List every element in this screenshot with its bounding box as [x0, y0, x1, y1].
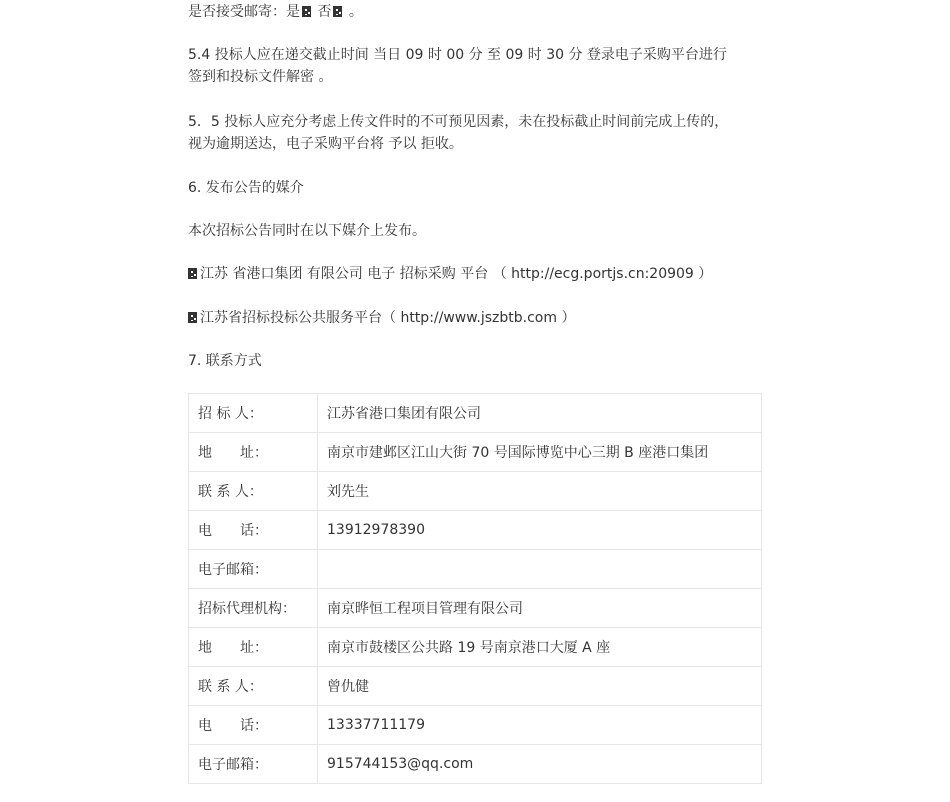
- table-row: [189, 628, 762, 667]
- section-5-4: [188, 44, 727, 88]
- section-7-heading: 7. 联系方式: [188, 353, 262, 369]
- contact-label: 地 址：: [189, 628, 318, 667]
- table-row: [189, 433, 762, 472]
- contact-value: 915744153@qq.com: [318, 745, 762, 784]
- section-5-4-line1: 5.4 投标人应在递交截止时间 当日 09 时 00 分 至 09 时 30 分 登录电子采购平台进行: [188, 47, 727, 63]
- table-row: [189, 511, 762, 550]
- mail-acceptance-line: [188, 1, 363, 23]
- media-item: [188, 307, 575, 329]
- section-5-5-line1: 5．5 投标人应充分考虑上传文件时的不可预见因素，未在投标截止时间前完成上传的，: [188, 114, 729, 130]
- media-item: [188, 263, 712, 285]
- table-row: [189, 706, 762, 745]
- contact-value: 曾仇健: [318, 667, 762, 706]
- section-5-5: [188, 111, 728, 155]
- table-row: [189, 667, 762, 706]
- contact-value: [318, 550, 762, 589]
- contact-label: 联 系 人：: [189, 667, 318, 706]
- checkbox-icon: [188, 312, 197, 323]
- mail-acceptance-suffix: 。: [344, 4, 363, 20]
- contact-label: 电子邮箱：: [189, 745, 318, 784]
- mail-acceptance-prefix: 是否接受邮寄：是: [188, 4, 300, 20]
- section-5-4-line2: 签到和投标文件解密 。: [188, 69, 333, 85]
- section-6-heading: 6. 发布公告的媒介: [188, 180, 304, 196]
- table-row: [189, 745, 762, 784]
- contact-value: 13337711179: [318, 706, 762, 745]
- checkbox-icon: [333, 6, 342, 17]
- contact-value: 南京市建邺区江山大街 70 号国际博览中心三期 B 座港口集团: [318, 433, 762, 472]
- table-row: [189, 394, 762, 433]
- contact-label: 地 址：: [189, 433, 318, 472]
- contact-label: 联 系 人：: [189, 472, 318, 511]
- contact-label: 招标代理机构：: [189, 589, 318, 628]
- table-row: [189, 550, 762, 589]
- table-row: [189, 589, 762, 628]
- checkbox-icon: [302, 6, 311, 17]
- contact-label: 电 话：: [189, 511, 318, 550]
- contact-label: 招 标 人：: [189, 394, 318, 433]
- contact-value: 南京市鼓楼区公共路 19 号南京港口大厦 A 座: [318, 628, 762, 667]
- table-row: [189, 472, 762, 511]
- section-5-5-line2: 视为逾期送达，电子采购平台将 予以 拒收。: [188, 136, 463, 152]
- contact-table: [188, 393, 762, 784]
- media-item-text: 江苏 省港口集团 有限公司 电子 招标采购 平台 （ http://ecg.portjs.cn:20909 ）: [200, 266, 713, 282]
- media-item-text: 江苏省招标投标公共服务平台（ http://www.jszbtb.com ）: [200, 310, 576, 326]
- contact-label: 电子邮箱：: [189, 550, 318, 589]
- section-6-intro: 本次招标公告同时在以下媒介上发布。: [188, 223, 426, 239]
- contact-value: 13912978390: [318, 511, 762, 550]
- contact-value: 南京晔恒工程项目管理有限公司: [318, 589, 762, 628]
- checkbox-icon: [188, 268, 197, 279]
- contact-value: 江苏省港口集团有限公司: [318, 394, 762, 433]
- contact-label: 电 话：: [189, 706, 318, 745]
- contact-value: 刘先生: [318, 472, 762, 511]
- mail-acceptance-middle: 否: [313, 4, 332, 20]
